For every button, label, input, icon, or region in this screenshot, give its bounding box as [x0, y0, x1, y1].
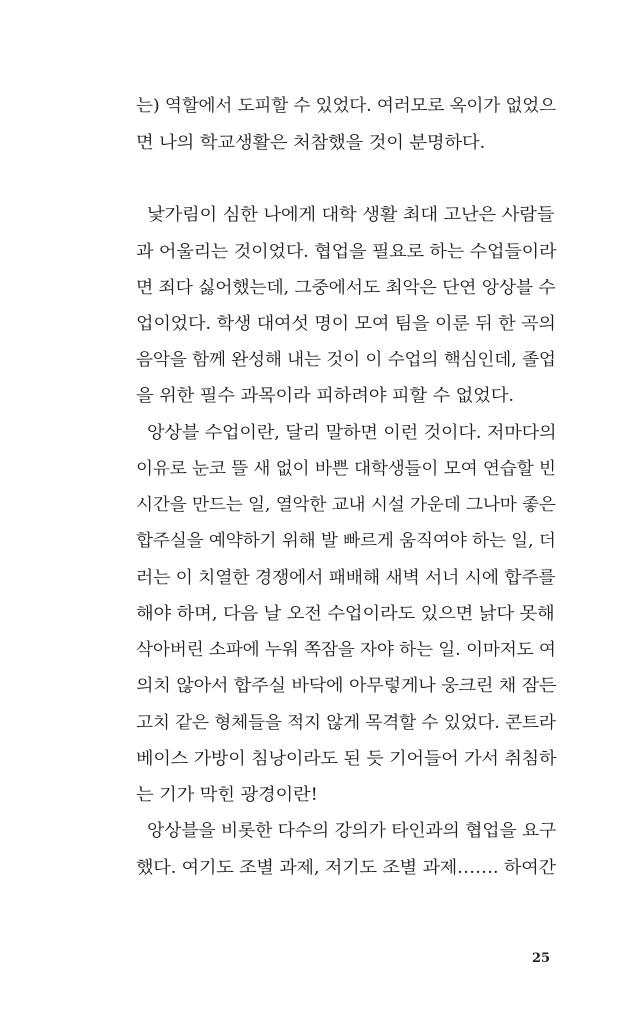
- text-line: 의치 않아서 합주실 바닥에 아무렇게나 웅크린 채 잠든: [136, 676, 557, 696]
- text-line: 시간을 만드는 일, 열악한 교내 시설 가운데 그나마 좋은: [136, 495, 556, 515]
- text-line: 을 위한 필수 과목이라 피하려야 피할 수 없었다.: [136, 386, 514, 406]
- text-line: 앙상블을 비롯한 다수의 강의가 타인과의 협업을 요구: [147, 821, 557, 841]
- text-line: 러는 이 치열한 경쟁에서 패배해 새벽 서너 시에 합주를: [136, 568, 556, 588]
- text-line: 삭아버린 소파에 누워 쪽잠을 자야 하는 일. 이마저도 여: [136, 640, 556, 660]
- text-line: 면 죄다 싫어했는데, 그중에서도 최악은 단연 앙상블 수: [136, 278, 556, 298]
- text-line: 고치 같은 형체들을 적지 않게 목격할 수 있었다. 콘트라: [136, 713, 556, 733]
- text-line: 이유로 눈코 뜰 새 없이 바쁜 대학생들이 모여 연습할 빈: [136, 459, 556, 479]
- text-line: 면 나의 학교생활은 처참했을 것이 분명하다.: [136, 133, 486, 153]
- text-line: 낯가림이 심한 나에게 대학 생활 최대 고난은 사람들: [147, 205, 555, 225]
- text-line: 합주실을 예약하기 위해 발 빠르게 움직여야 하는 일, 더: [136, 531, 556, 551]
- text-line: 는 기가 막힌 광경이란!: [136, 785, 318, 805]
- text-line: 베이스 가방이 침낭이라도 된 듯 기어들어 가서 취침하: [136, 749, 557, 769]
- text-line: 업이었다. 학생 대여섯 명이 모여 팀을 이룬 뒤 한 곡의: [136, 314, 556, 334]
- text-line: 앙상블 수업이란, 달리 말하면 이런 것이다. 저마다의: [147, 423, 557, 443]
- text-line: 과 어울리는 것이었다. 협업을 필요로 하는 수업들이라: [136, 242, 557, 262]
- text-line: 해야 하며, 다음 날 오전 수업이라도 있으면 낡다 못해: [136, 604, 555, 624]
- page-number: 25: [532, 951, 551, 966]
- text-line: 음악을 함께 완성해 내는 것이 이 수업의 핵심인데, 졸업: [136, 350, 556, 370]
- text-line: 했다. 여기도 조별 과제, 저기도 조별 과제……. 하여간: [136, 858, 556, 878]
- text-line: 는) 역할에서 도피할 수 있었다. 여러모로 옥이가 없었으: [136, 96, 556, 116]
